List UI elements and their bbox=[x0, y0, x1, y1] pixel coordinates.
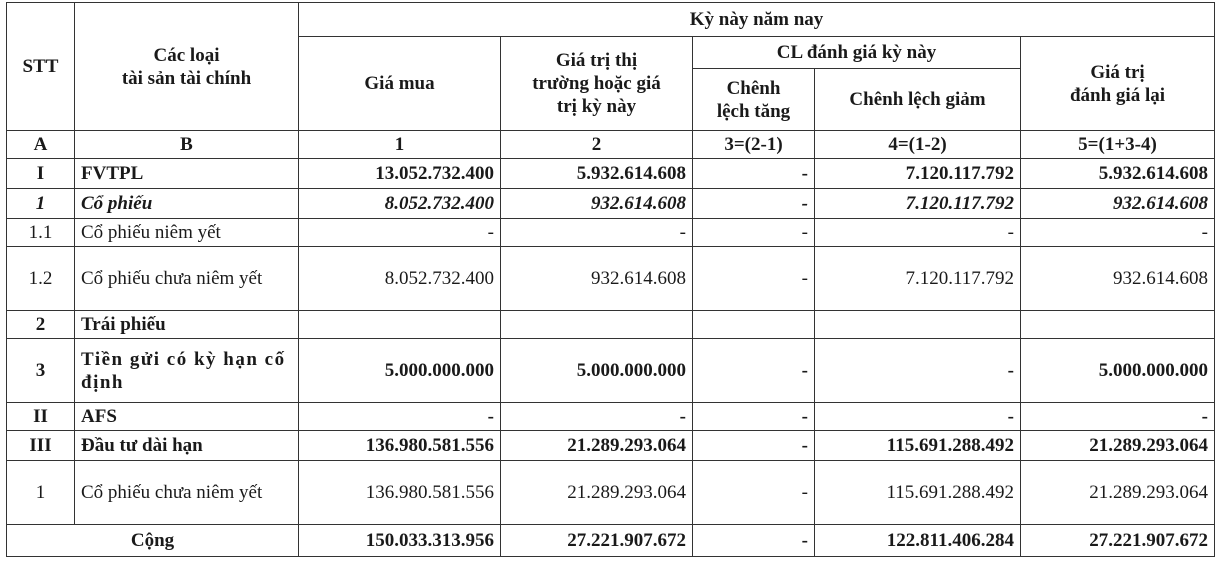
purchase-price-cell: - bbox=[299, 219, 501, 247]
purchase-price-cell: 5.000.000.000 bbox=[299, 339, 501, 403]
header-decrease: Chênh lệch giảm bbox=[815, 69, 1021, 131]
purchase-price-cell: 136.980.581.556 bbox=[299, 431, 501, 461]
index-cell: 1 bbox=[299, 131, 501, 159]
table-row bbox=[7, 403, 1215, 431]
revalued-cell: 5.000.000.000 bbox=[1021, 339, 1215, 403]
increase-cell: - bbox=[693, 339, 815, 403]
total-revalued: 27.221.907.672 bbox=[1021, 525, 1215, 557]
header-purchase-price: Giá mua bbox=[299, 37, 501, 131]
asset-name-cell: Cổ phiếu chưa niêm yết bbox=[75, 247, 299, 311]
market-value-cell bbox=[501, 311, 693, 339]
decrease-cell: 115.691.288.492 bbox=[815, 431, 1021, 461]
table-row bbox=[7, 431, 1215, 461]
total-decrease: 122.811.406.284 bbox=[815, 525, 1021, 557]
asset-name-cell: AFS bbox=[75, 403, 299, 431]
market-value-cell: 5.932.614.608 bbox=[501, 159, 693, 189]
stt-cell: 1.1 bbox=[7, 219, 75, 247]
stt-cell: 1 bbox=[7, 461, 75, 525]
financial-assets-table-container bbox=[6, 2, 1214, 557]
header-market-value: Giá trị thị trường hoặc giá trị kỳ này bbox=[501, 37, 693, 131]
market-value-cell: 932.614.608 bbox=[501, 189, 693, 219]
header-period: Kỳ này năm nay bbox=[299, 3, 1215, 37]
index-cell: 3=(2-1) bbox=[693, 131, 815, 159]
increase-cell: - bbox=[693, 403, 815, 431]
total-row bbox=[7, 525, 1215, 557]
decrease-cell: 7.120.117.792 bbox=[815, 189, 1021, 219]
total-label: Cộng bbox=[7, 525, 299, 557]
index-cell: 4=(1-2) bbox=[815, 131, 1021, 159]
purchase-price-cell bbox=[299, 311, 501, 339]
market-value-cell: - bbox=[501, 403, 693, 431]
decrease-cell: 7.120.117.792 bbox=[815, 159, 1021, 189]
asset-name-cell: Tiền gửi có kỳ hạn cố định bbox=[75, 339, 299, 403]
stt-cell: I bbox=[7, 159, 75, 189]
header-cl-group: CL đánh giá kỳ này bbox=[693, 37, 1021, 69]
table-row bbox=[7, 159, 1215, 189]
stt-cell: 2 bbox=[7, 311, 75, 339]
increase-cell: - bbox=[693, 219, 815, 247]
table-row bbox=[7, 461, 1215, 525]
asset-name-cell: Cổ phiếu bbox=[75, 189, 299, 219]
purchase-price-cell: 8.052.732.400 bbox=[299, 247, 501, 311]
index-row bbox=[7, 131, 1215, 159]
decrease-cell: 7.120.117.792 bbox=[815, 247, 1021, 311]
stt-cell: 1 bbox=[7, 189, 75, 219]
table-row bbox=[7, 339, 1215, 403]
decrease-cell: - bbox=[815, 403, 1021, 431]
market-value-cell: 21.289.293.064 bbox=[501, 461, 693, 525]
index-cell: B bbox=[75, 131, 299, 159]
header-stt: STT bbox=[7, 3, 75, 131]
index-cell: 2 bbox=[501, 131, 693, 159]
decrease-cell: - bbox=[815, 339, 1021, 403]
asset-name-cell: Đầu tư dài hạn bbox=[75, 431, 299, 461]
revalued-cell: 21.289.293.064 bbox=[1021, 461, 1215, 525]
increase-cell: - bbox=[693, 159, 815, 189]
header-revalued: Giá trị đánh giá lại bbox=[1021, 37, 1215, 131]
increase-cell: - bbox=[693, 461, 815, 525]
table-row bbox=[7, 311, 1215, 339]
financial-assets-table bbox=[6, 2, 1215, 557]
table-row bbox=[7, 247, 1215, 311]
purchase-price-cell: 13.052.732.400 bbox=[299, 159, 501, 189]
decrease-cell: - bbox=[815, 219, 1021, 247]
purchase-price-cell: 8.052.732.400 bbox=[299, 189, 501, 219]
header-asset-type: Các loại tài sản tài chính bbox=[75, 3, 299, 131]
revalued-cell: 932.614.608 bbox=[1021, 189, 1215, 219]
market-value-cell: 5.000.000.000 bbox=[501, 339, 693, 403]
stt-cell: III bbox=[7, 431, 75, 461]
revalued-cell: 932.614.608 bbox=[1021, 247, 1215, 311]
market-value-cell: - bbox=[501, 219, 693, 247]
stt-cell: 3 bbox=[7, 339, 75, 403]
revalued-cell: - bbox=[1021, 403, 1215, 431]
asset-name-cell: FVTPL bbox=[75, 159, 299, 189]
asset-name-cell: Cổ phiếu chưa niêm yết bbox=[75, 461, 299, 525]
increase-cell: - bbox=[693, 189, 815, 219]
header-increase: Chênh lệch tăng bbox=[693, 69, 815, 131]
table-row bbox=[7, 219, 1215, 247]
index-cell: 5=(1+3-4) bbox=[1021, 131, 1215, 159]
revalued-cell: 5.932.614.608 bbox=[1021, 159, 1215, 189]
total-purchase-price: 150.033.313.956 bbox=[299, 525, 501, 557]
stt-cell: II bbox=[7, 403, 75, 431]
purchase-price-cell: - bbox=[299, 403, 501, 431]
stt-cell: 1.2 bbox=[7, 247, 75, 311]
decrease-cell: 115.691.288.492 bbox=[815, 461, 1021, 525]
decrease-cell bbox=[815, 311, 1021, 339]
revalued-cell: - bbox=[1021, 219, 1215, 247]
table-row bbox=[7, 189, 1215, 219]
revalued-cell: 21.289.293.064 bbox=[1021, 431, 1215, 461]
total-increase: - bbox=[693, 525, 815, 557]
increase-cell: - bbox=[693, 431, 815, 461]
market-value-cell: 21.289.293.064 bbox=[501, 431, 693, 461]
revalued-cell bbox=[1021, 311, 1215, 339]
purchase-price-cell: 136.980.581.556 bbox=[299, 461, 501, 525]
index-cell: A bbox=[7, 131, 75, 159]
asset-name-cell: Cổ phiếu niêm yết bbox=[75, 219, 299, 247]
total-market-value: 27.221.907.672 bbox=[501, 525, 693, 557]
increase-cell bbox=[693, 311, 815, 339]
asset-name-cell: Trái phiếu bbox=[75, 311, 299, 339]
market-value-cell: 932.614.608 bbox=[501, 247, 693, 311]
increase-cell: - bbox=[693, 247, 815, 311]
